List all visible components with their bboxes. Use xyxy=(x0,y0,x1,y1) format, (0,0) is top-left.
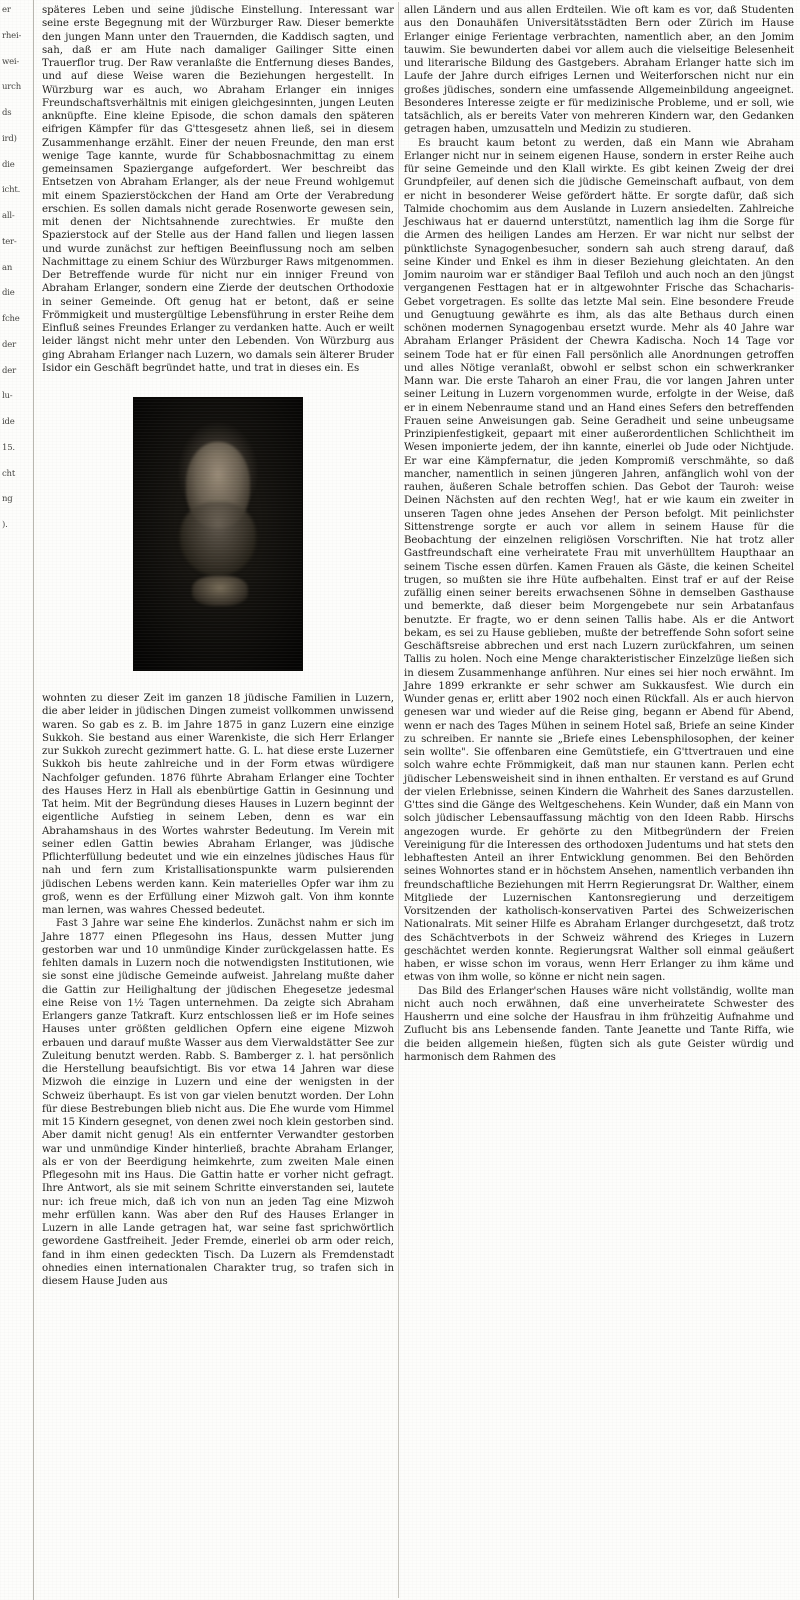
edge-fragment: ird) xyxy=(2,133,17,144)
edge-fragment: ng xyxy=(2,494,13,505)
photo-image xyxy=(133,397,303,671)
left-edge-column xyxy=(0,0,32,1600)
paragraph: Das Bild des Erlanger'schen Hauses wäre nicht vollständig, wollte man nicht auch noch erwähnen, daß eine unverheiratete Schwester des Hausherrn und eine solche der Hausfrau in ihm frühzeitig Aufnahme und Zuflucht bis ans Lebensende fanden. Tante Jeanette und Tante Riffa, wie die beiden allgemein hießen, fügten sich als gute Geister würdig und harmonisch dem Rahmen des xyxy=(404,985,794,1063)
article-column-left xyxy=(42,4,394,1288)
article-column-right xyxy=(404,4,794,1064)
paragraph: allen Ländern und aus allen Erdteilen. Wie oft kam es vor, daß Studenten aus den Donauhäfen Universitätsstädten Bern oder Zürich im Hause Erlanger einige Ferientage verbrachten, namentlich aber, an den Jomim tauwim. Sie bewunderten dabei vor allem auch die vielseitige Belesenheit und literarische Bildung des Gastgebers. Abraham Erlanger hatte sich im Laufe der Jahre durch eifriges Lernen und Weiterforschen nicht nur ein großes jüdisches, sondern eine umfassende Allgemeinbildung angeeignet. Besonderes Interesse zeigte er für medizinische Probleme, und er soll, wie tatsächlich, als er bereits Vater von mehreren Kindern war, den Gedanken getragen haben, umzusatteln und Medizin zu studieren. xyxy=(404,5,794,136)
photo-hands xyxy=(192,576,248,606)
edge-fragment: die xyxy=(2,159,15,170)
photo-vignette xyxy=(134,398,302,670)
edge-fragment: ter- xyxy=(2,236,17,247)
edge-fragment: an xyxy=(2,262,13,273)
photo-face xyxy=(186,442,250,528)
paragraph: Es braucht kaum betont zu werden, daß ein Mann wie Abraham Erlanger nicht nur in seinem eigenen Hause, sondern in erster Reihe auch für seine Gemeinde und den Klall wirkte. Es gibt keinen Zweig der drei Grundpfeiler, auf denen sich die jüdische Gemeinschaft aufbaut, von dem er nicht in besonderer Weise gefördert hätte. Er sorgte dafür, daß sich Talmide chochomim aus dem Auslande in Luzern ansiedelten. Zahlreiche Jeschiwaus hat er dauernd unterstützt, namentlich lag ihm die Sorge für die Armen des heiligen Landes am Herzen. Er war nicht nur selbst der pünktlichste Synagogenbesucher, sondern sah auch streng darauf, daß seine Kinder und Enkel es ihm in dieser Beziehung gleichtaten. An den Jomim nauroim war er ständiger Baal Tefiloh und auch noch an den jüngst vergangenen Festtagen hat er in altgewohnter Frische das Schacharis-Gebet vorgetragen. Es sollte das letzte Mal sein. Eine besondere Freude und Genugtuung gewährte es ihm, als das alte Bethaus durch einen schönen modernen Synagogenbau ersetzt wurde. Mehr als 40 Jahre war Abraham Erlanger Präsident der Chewra Kadischa. Noch 14 Tage vor seinem Tode hat er für einen Fall persönlich alle Anordnungen getroffen und alles Nötige veranlaßt, obwohl er selbst schon ein schwerkranker Mann war. Die erste Taharoh an einer Frau, die vor langen Jahren unter seiner Leitung in Luzern vorgenommen wurde, erfolgte in der Weise, daß er in einem Nebenraume stand und an Hand eines Sefers den betreffenden Frauen seine Anweisungen gab. Seine Geradheit und seine unbeugsame Prinzipienfestigkeit, gepaart mit einer außerordentlichen Schlichtheit im Wesen imponierte jedem, der ihn kannte, einerlei ob Jude oder Nichtjude. Er war eine Kämpfernatur, die jeden Kompromiß verschmähte, so daß mancher, namentlich in seinen jüngeren Jahren, anfänglich wohl von der rauhen, äußeren Schale betroffen schien. Das Gebot der Tauroh: weise Deinen Nächsten auf den rechten Weg!, hat er wie kaum ein zweiter in unseren Tagen ohne jedes Ansehen der Person befolgt. Mit peinlichster Sittenstrenge sorgte er auch vor allem in seinem Hause für die Beobachtung der einzelnen religiösen Vorschriften. Nie hat trotz aller Gastfreundschaft eine verheiratete Frau mit unverhülltem Haupthaar an seinem Tische essen dürfen. Kamen Frauen als Gäste, die keinen Scheitel trugen, so mußten sie ihre Hüte aufbehalten. Einst traf er auf der Reise zufällig einen seiner bereits erwachsenen Söhne in demselben Gasthause und bemerkte, daß dieser beim Morgengebete nur sein Arbatanfaus benutzte. Er fragte, wo er denn seinen Tallis habe. Als er die Antwort bekam, es sei zu Hause geblieben, mußte der betreffende Sohn sofort seine Geschäftsreise abbrechen und erst nach Luzern zurückfahren, um seinen Tallis zu holen. Noch eine Menge charakteristischer Einzelzüge ließen sich in diesem Zusammenhange anführen. Nur eines sei hier noch erwähnt. Im Jahre 1899 erkrankte er sehr schwer am Sukkausfest. Wie durch ein Wunder genas er, erlitt aber 1902 noch einen Rückfall. Als er auch hiervon genesen war und wieder auf die Reise ging, begann er Abend für Abend, wenn er nach des Tages Mühen in seinem Hotel saß, Briefe an seine Kinder zu schreiben. Er nannte sie „Briefe eines Lebensphilosophen, der keiner sein wollte". Sie offenbaren eine Gemütstiefe, ein G'ttvertrauen und eine solch wahre echte Frömmigkeit, daß man nur staunen kann. Perlen echt jüdischer Lebensweisheit sind in ihnen enthalten. Er verstand es auf Grund der vielen Erlebnisse, seinen Kindern die Wahrheit des Sanes darzustellen. G'ttes sind die Gänge des Weltgeschehens. Kein Wunder, daß ein Mann von solch jüdischer Lebensauffassung mächtig von den Ideen Rabb. Hirschs angezogen wurde. Er gehörte zu den Mitbegründern der Freien Vereinigung für die Interessen des orthodoxen Judentums und hat stets den lebhaftesten Anteil an ihrer Entwicklung genommen. Bei den Behörden seines Wohnortes stand er in höchstem Ansehen, namentlich verbanden ihn freundschaftliche Beziehungen mit Herrn Regierungsrat Dr. Walther, einem Mitgliede der Luzernischen Kantonsregierung und derzeitigem Vorsitzenden der katholisch-konservativen Partei des Schweizerischen Nationalrats. Mit seiner Hilfe es Abraham Erlanger durchgesetzt, daß trotz des Schächtverbots in der Schweiz während des Krieges in Luzern geschächtet werden konnte. Regierungsrat Walther soll einmal geäußert haben, er wisse schon im voraus, wenn Herr Erlanger zu ihm käme und etwas von ihm wolle, so könne er nicht nein sagen. xyxy=(404,137,794,984)
edge-fragment: die xyxy=(2,288,15,299)
edge-fragment: icht. xyxy=(2,185,21,196)
edge-fragment: ). xyxy=(2,520,8,530)
edge-fragment: ide xyxy=(2,417,15,427)
edge-fragment: 15. xyxy=(2,442,15,453)
paragraph: Fast 3 Jahre war seine Ehe kinderlos. Zunächst nahm er sich im Jahre 1877 einen Pflegesohn ins Haus, dessen Mutter jung gestorben war und 10 unmündige Kinder zurückgelassen hatte. Es fehlten damals in Luzern noch die notwendigsten Institutionen, wie sie sonst eine jüdische Gemeinde aufweist. Jahrelang mußte daher die Gattin zur Heilighaltung der jüdischen Ehegesetze jedesmal eine Reise von 1½ Tagen unternehmen. Da zeigte sich Abraham Erlangers ganze Tatkraft. Kurz entschlossen ließ er im Hofe seines Hauses unter größten geldlichen Opfern eine eigene Mizwoh erbauen und darauf mußte Wasser aus dem Vierwaldstätter See zur Zuleitung benutzt werden. Rabb. S. Bamberger z. l. hat persönlich die Herstellung beaufsichtigt. Bis vor etwa 14 Jahren war diese Mizwoh die einzige in Luzern und eine der wenigsten in der Schweiz überhaupt. Es ist von gar vielen benutzt worden. Der Lohn für diese Bestrebungen blieb nicht aus. Die Ehe wurde vom Himmel mit 15 Kindern gesegnet, von denen zwei noch klein gestorben sind. Aber damit nicht genug! Als ein entfernter Verwandter gestorben war und unmündige Kinder hinterließ, brachte Abraham Erlanger, als er von der Beerdigung heimkehrte, zum zweiten Male einen Pflegesohn mit ins Haus. Die Gattin hatte er vorher nicht gefragt. Ihre Antwort, als sie mit seinem Schritte einverstanden sei, lautete nur: ich freue mich, daß ich von nun an jeden Tag eine Mizwoh mehr erfüllen kann. Was aber den Ruf des Hauses Erlanger in Luzern in alle Lande getragen hat, war seine fast sprichwörtlich gewordene Gastfreiheit. Jeder Fremde, einerlei ob arm oder reich, fand in ihm einen gedeckten Tisch. Da Luzern als Fremdenstadt ohnedies einen internationalen Charakter trug, so trafen sich in diesem Hause Juden aus xyxy=(42,918,394,1287)
edge-fragment: rhei- xyxy=(2,30,22,41)
column-divider-middle xyxy=(398,2,399,1598)
edge-fragment: urch xyxy=(2,82,21,93)
edge-fragment: fche xyxy=(2,314,20,324)
paragraph: späteres Leben und seine jüdische Einstellung. Interessant war seine erste Begegnung mit der Würzburger Raw. Dieser bemerkte den jungen Mann unter den Trauernden, die Kaddisch sagten, und sah, daß er am Hute nach damaliger Gailinger Sitte einen Trauerflor trug. Der Raw veranlaßte die Entfernung dieses Bandes, und auf diese Weise waren die Beziehungen hergestellt. In Würzburg war es auch, wo Abraham Erlanger ein inniges Freundschaftsverhältnis mit einigen gleichgesinnten, jungen Leuten anknüpfte. Eine kleine Episode, die schon damals den späteren eifrigen Kämpfer für das G'ttesgesetz ahnen ließ, sei in diesem Zusammenhange erzählt. Einer der neuen Freunde, den man erst wenige Tage kannte, wurde für Schabbosnachmittag zu einem gemeinsamen Spaziergange aufgefordert. Wer beschreibt das Entsetzen von Abraham Erlanger, als der neue Freund wohlgemut mit einem Spazierstöckchen der Hand am Orte der Verabredung erschien. Es sollen damals nicht gerade Rosenworte gewesen sein, mit denen der Nichtsahnende zurechtwies. Er mußte den Spazierstock auf der Stelle aus der Hand fallen und liegen lassen und wurde zunächst zur heftigen Beeinflussung noch am selben Nachmittage zu einem Schiur des Würzburger Raws mitgenommen. Der Betreffende wurde für nicht nur ein inniger Freund von Abraham Erlanger, sondern eine Zierde der deutschen Orthodoxie in seiner Gemeinde. Oft genug hat er betont, daß er seine Frömmigkeit und mustergültige Lebensführung in erster Reihe dem Einfluß seines Freundes Erlanger zu verdanken hatte. Auch er weilt leider längst nicht mehr unter den Lebenden. Von Würzburg aus ging Abraham Erlanger nach Luzern, wo damals sein älterer Bruder Isidor ein Geschäft begründet hatte, und trat in dieses ein. Es xyxy=(42,5,394,374)
edge-fragment: all- xyxy=(2,211,15,221)
edge-fragment: der xyxy=(2,365,16,376)
edge-fragment: wei- xyxy=(2,56,20,67)
edge-fragment: ds xyxy=(2,108,12,118)
paragraph: wohnten zu dieser Zeit im ganzen 18 jüdische Familien in Luzern, die aber leider in jüdischen Dingen zumeist vollkommen unwissend waren. So gab es z. B. im Jahre 1875 in ganz Luzern eine einzige Sukkoh. Sie bestand aus einer Warenkiste, die sich Herr Erlanger zur Sukkoh zurecht gezimmert hatte. G. L. hat diese erste Luzerner Sukkoh bis heute zahlreiche und in der Form etwas würdigere Nachfolger gefunden. 1876 führte Abraham Erlanger eine Tochter des Hauses Herz in Hall als ebenbürtige Gattin in Gesinnung und Tat heim. Mit der Begründung dieses Hauses in Luzern beginnt der eigentliche Aufstieg in seinem Leben, denn es war ein Abrahamshaus in des Wortes wahrster Bedeutung. Im Verein mit seiner edlen Gattin bewies Abraham Erlanger, was jüdische Pflichterfüllung bedeutet und wie ein einzelnes jüdisches Haus für nah und fern zum Kristallisationspunkte warm pulsierenden jüdischen Lebens werden kann. Kein materielles Opfer war ihm zu groß, wenn es der Erfüllung einer Mizwoh galt. Von ihm konnte man lernen, was wahres Chessed bedeutet. xyxy=(42,693,394,916)
column-divider-left xyxy=(33,0,34,1600)
edge-fragment: er xyxy=(2,5,11,15)
photo-beard xyxy=(180,502,256,576)
edge-fragment: cht xyxy=(2,468,16,479)
edge-fragment: lu- xyxy=(2,391,13,402)
portrait-photo xyxy=(42,381,394,686)
edge-fragment: der xyxy=(2,339,16,350)
